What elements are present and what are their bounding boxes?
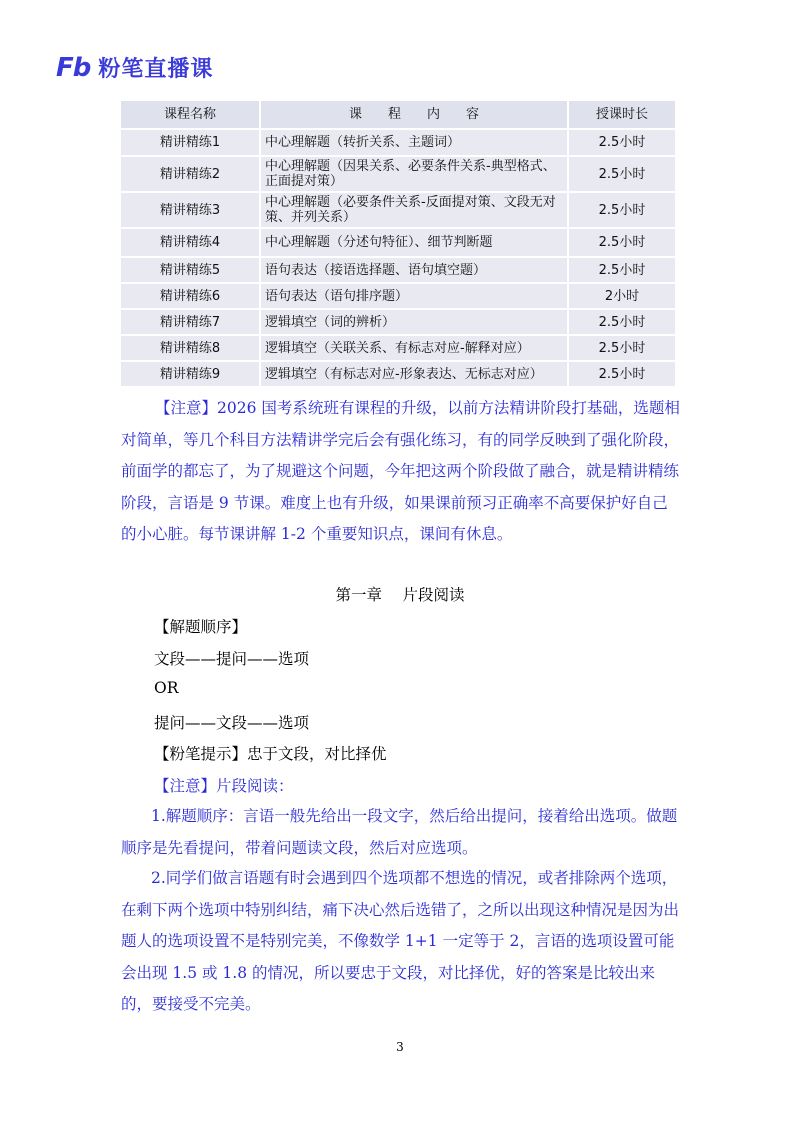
cell-duration: 2.5小时 bbox=[569, 362, 677, 388]
cell-duration: 2.5小时 bbox=[569, 157, 677, 193]
table-row bbox=[121, 193, 677, 229]
chapter-title: 第一章 片段阅读 bbox=[335, 586, 465, 604]
table-row bbox=[121, 258, 677, 284]
cell-course-name: 精讲精练5 bbox=[121, 258, 261, 284]
table-header-row bbox=[121, 101, 677, 130]
cell-course-content: 中心理解题（转折关系、主题词） bbox=[261, 130, 569, 157]
solving-order-label: 【解题顺序】 bbox=[154, 618, 248, 636]
table-row bbox=[121, 362, 677, 388]
cell-duration: 2小时 bbox=[569, 284, 677, 310]
table-row bbox=[121, 284, 677, 310]
cell-course-name: 精讲精练1 bbox=[121, 130, 261, 157]
cell-duration: 2.5小时 bbox=[569, 130, 677, 157]
note-point-2: 2.同学们做言语题有时会遇到四个选项都不想选的情况，或者排除两个选项，在剩下两个选项中特别纠结，痛下决心然后选错了，之所以出现这种情况是因为出题人的选项设置不是特别完美，不像数学 1+1 一定等于 2，言语的选项设置可能会出现 1.5 或 1.8 的情况，所以要忠于文段，对比择优，好的答案是比较出来的，要接受不完美。 bbox=[121, 869, 680, 1013]
brand-logo bbox=[56, 52, 213, 83]
solving-order-option-1: 文段——提问——选项 bbox=[154, 650, 310, 668]
cell-course-content: 中心理解题（因果关系、必要条件关系-典型格式、正面提对策） bbox=[261, 157, 569, 193]
cell-course-content: 中心理解题（分述句特征）、细节判断题 bbox=[261, 229, 569, 258]
cell-course-name: 精讲精练3 bbox=[121, 193, 261, 229]
cell-course-content: 语句表达（接语选择题、语句填空题） bbox=[261, 258, 569, 284]
table-row bbox=[121, 310, 677, 336]
logo-mark: Fb bbox=[56, 52, 91, 83]
note-point-1: 1.解题顺序：言语一般先给出一段文字，然后给出提问，接着给出选项。做题顺序是先看提问，带着问题读文段，然后对应选项。 bbox=[121, 807, 678, 857]
cell-duration: 2.5小时 bbox=[569, 193, 677, 229]
table-row bbox=[121, 157, 677, 193]
cell-course-name: 精讲精练7 bbox=[121, 310, 261, 336]
cell-course-name: 精讲精练4 bbox=[121, 229, 261, 258]
table-row bbox=[121, 130, 677, 157]
or-text: OR bbox=[154, 679, 179, 697]
header-course-content: 课 程 内 容 bbox=[261, 101, 569, 130]
cell-duration: 2.5小时 bbox=[569, 310, 677, 336]
reading-note-label: 【注意】片段阅读： bbox=[154, 777, 294, 795]
header-duration: 授课时长 bbox=[569, 101, 677, 130]
cell-course-content: 语句表达（语句排序题） bbox=[261, 284, 569, 310]
table-row bbox=[121, 229, 677, 258]
upgrade-note: 【注意】2026 国考系统班有课程的升级，以前方法精讲阶段打基础，选题相对简单，等几个科目方法精讲学完后会有强化练习，有的同学反映到了强化阶段，前面学的都忘了，为了规避这个问题，今年把这两个阶段做了融合，就是精讲精练阶段，言语是 9 节课。难度上也有升级，如果课前预习正确率不高要保护好自己的小心脏。每节课讲解 1-2 个重要知识点，课间有休息。 bbox=[121, 399, 680, 543]
cell-course-name: 精讲精练8 bbox=[121, 336, 261, 362]
course-table bbox=[121, 101, 677, 388]
cell-duration: 2.5小时 bbox=[569, 336, 677, 362]
cell-course-name: 精讲精练2 bbox=[121, 157, 261, 193]
fenbi-tip: 【粉笔提示】忠于文段，对比择优 bbox=[154, 745, 387, 763]
cell-course-name: 精讲精练6 bbox=[121, 284, 261, 310]
cell-course-name: 精讲精练9 bbox=[121, 362, 261, 388]
cell-course-content: 逻辑填空（关联关系、有标志对应-解释对应） bbox=[261, 336, 569, 362]
cell-course-content: 逻辑填空（词的辨析） bbox=[261, 310, 569, 336]
logo-text: 粉笔直播课 bbox=[98, 57, 214, 82]
header-course-name: 课程名称 bbox=[121, 101, 261, 130]
cell-duration: 2.5小时 bbox=[569, 258, 677, 284]
solving-order-option-2: 提问——文段——选项 bbox=[154, 714, 310, 732]
cell-course-content: 中心理解题（必要条件关系-反面提对策、文段无对策、并列关系） bbox=[261, 193, 569, 229]
cell-course-content: 逻辑填空（有标志对应-形象表达、无标志对应） bbox=[261, 362, 569, 388]
table-row bbox=[121, 336, 677, 362]
cell-duration: 2.5小时 bbox=[569, 229, 677, 258]
page-number: 3 bbox=[396, 1040, 404, 1054]
